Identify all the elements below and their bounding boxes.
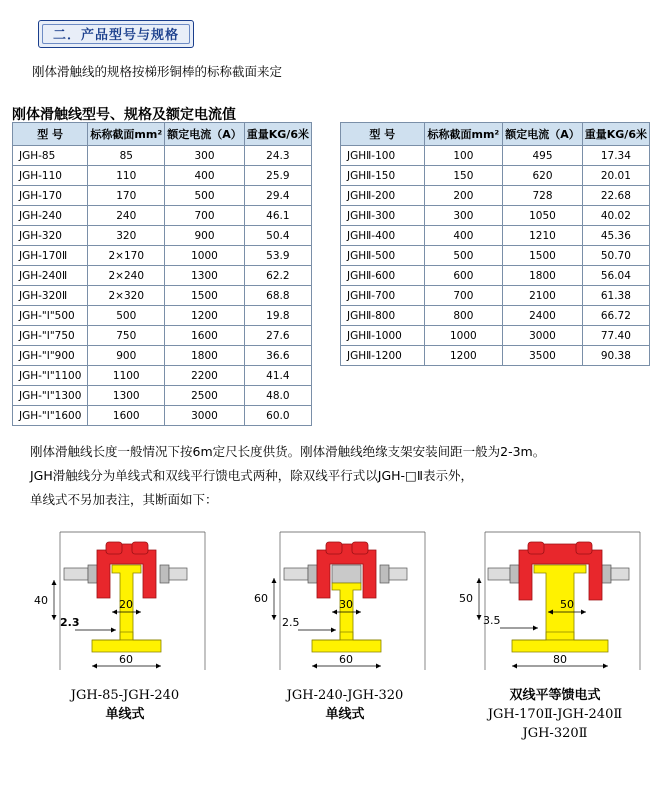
- cell-current: 2100: [503, 286, 583, 306]
- table-row: [13, 286, 312, 306]
- cell-current: 1500: [503, 246, 583, 266]
- cell-section: 800: [424, 306, 503, 326]
- table-row: [13, 346, 312, 366]
- caption-line: JGH-240-JGH-320: [286, 688, 404, 703]
- table-row: [13, 366, 312, 386]
- cell-weight: 19.8: [244, 306, 311, 326]
- cell-weight: 27.6: [244, 326, 311, 346]
- column-header: 标称截面mm²: [424, 123, 503, 146]
- cell-current: 1000: [165, 246, 245, 266]
- cell-model: JGH-240Ⅱ: [13, 266, 88, 286]
- cell-model: JGH-170: [13, 186, 88, 206]
- dim-inner: 3.5: [483, 614, 501, 627]
- cell-weight: 50.4: [244, 226, 311, 246]
- dim-top: 50: [560, 598, 574, 611]
- figure-2: [240, 520, 450, 724]
- cell-section: 2×240: [88, 266, 165, 286]
- cell-section: 750: [88, 326, 165, 346]
- cell-weight: 77.40: [582, 326, 649, 346]
- cell-current: 1210: [503, 226, 583, 246]
- cell-model: JGH-"Ⅰ"1100: [13, 366, 88, 386]
- cell-weight: 66.72: [582, 306, 649, 326]
- dim-top: 30: [339, 598, 353, 611]
- cross-section-diagram-3: [450, 520, 660, 680]
- figure-3: [450, 520, 660, 743]
- cell-model: JGHⅡ-1000: [341, 326, 425, 346]
- intro-text: 刚体滑触线的规格按梯形铜棒的标称截面来定: [32, 64, 283, 79]
- column-header: 额定电流（A）: [503, 123, 583, 146]
- cell-weight: 53.9: [244, 246, 311, 266]
- cell-model: JGH-320: [13, 226, 88, 246]
- cell-current: 2500: [165, 386, 245, 406]
- cell-model: JGHⅡ-300: [341, 206, 425, 226]
- table-row: [13, 326, 312, 346]
- caption-line: JGH-320Ⅱ: [522, 726, 588, 741]
- figure-1: [20, 520, 230, 724]
- cell-model: JGHⅡ-200: [341, 186, 425, 206]
- cell-current: 620: [503, 166, 583, 186]
- cell-weight: 40.02: [582, 206, 649, 226]
- table-row: [13, 246, 312, 266]
- figures-row: [0, 520, 662, 780]
- cell-section: 200: [424, 186, 503, 206]
- caption-line: 双线平等馈电式: [509, 688, 601, 703]
- cell-weight: 90.38: [582, 346, 649, 366]
- spec-table-right: [340, 122, 650, 366]
- note-line: JGH滑触线分为单线式和双线平行馈电式两种，除双线平行式以JGH-□Ⅱ表示外，: [30, 468, 474, 483]
- table-row: [13, 386, 312, 406]
- dim-bottom: 80: [553, 653, 567, 666]
- cell-current: 1800: [165, 346, 245, 366]
- cell-model: JGH-"Ⅰ"1600: [13, 406, 88, 426]
- dim-top: 20: [119, 598, 133, 611]
- cell-current: 495: [503, 146, 583, 166]
- cell-current: 3000: [165, 406, 245, 426]
- dim-bottom: 60: [339, 653, 353, 666]
- table-header-row: [13, 123, 312, 146]
- cell-section: 150: [424, 166, 503, 186]
- cross-section-diagram-1: [20, 520, 230, 680]
- caption-line: 单线式: [325, 707, 365, 722]
- cell-section: 1000: [424, 326, 503, 346]
- note-line: 刚体滑触线长度一般情况下按6m定尺长度供货。刚体滑触线绝缘支架安装间距一般为2-3m。: [30, 444, 546, 459]
- table-row: [13, 186, 312, 206]
- column-header: 额定电流（A）: [165, 123, 245, 146]
- cell-current: 900: [165, 226, 245, 246]
- cell-model: JGH-"Ⅰ"900: [13, 346, 88, 366]
- column-header: 重量KG/6米: [244, 123, 311, 146]
- cell-section: 1200: [424, 346, 503, 366]
- table-row: [341, 306, 650, 326]
- cell-weight: 68.8: [244, 286, 311, 306]
- table-row: [341, 266, 650, 286]
- cell-section: 240: [88, 206, 165, 226]
- cell-weight: 60.0: [244, 406, 311, 426]
- dim-left: 40: [34, 594, 48, 607]
- cell-section: 170: [88, 186, 165, 206]
- caption-line: 单线式: [105, 707, 145, 722]
- dim-inner: 2.3: [60, 616, 80, 629]
- cell-section: 2×170: [88, 246, 165, 266]
- table-header-row: [341, 123, 650, 146]
- cell-model: JGH-"Ⅰ"750: [13, 326, 88, 346]
- cell-weight: 29.4: [244, 186, 311, 206]
- cell-weight: 50.70: [582, 246, 649, 266]
- cell-model: JGHⅡ-800: [341, 306, 425, 326]
- table-row: [13, 406, 312, 426]
- dim-left: 50: [459, 592, 473, 605]
- note-line: 单线式不另加表注，其断面如下：: [30, 492, 218, 507]
- cell-section: 500: [424, 246, 503, 266]
- cell-section: 700: [424, 286, 503, 306]
- cell-section: 85: [88, 146, 165, 166]
- cell-model: JGH-110: [13, 166, 88, 186]
- cell-model: JGHⅡ-600: [341, 266, 425, 286]
- cell-model: JGH-85: [13, 146, 88, 166]
- cell-section: 1300: [88, 386, 165, 406]
- cell-current: 3500: [503, 346, 583, 366]
- cell-current: 400: [165, 166, 245, 186]
- cell-model: JGHⅡ-700: [341, 286, 425, 306]
- cell-model: JGHⅡ-1200: [341, 346, 425, 366]
- column-header: 型 号: [13, 123, 88, 146]
- cell-section: 900: [88, 346, 165, 366]
- cell-current: 3000: [503, 326, 583, 346]
- figure-caption-2: [240, 686, 450, 724]
- cell-section: 100: [424, 146, 503, 166]
- cell-section: 320: [88, 226, 165, 246]
- notes-block: [30, 440, 545, 512]
- cell-model: JGH-320Ⅱ: [13, 286, 88, 306]
- cell-current: 728: [503, 186, 583, 206]
- cell-weight: 48.0: [244, 386, 311, 406]
- cell-current: 1300: [165, 266, 245, 286]
- caption-line: JGH-85-JGH-240: [70, 688, 180, 703]
- cell-model: JGHⅡ-150: [341, 166, 425, 186]
- dim-left: 60: [254, 592, 268, 605]
- cell-weight: 36.6: [244, 346, 311, 366]
- cross-section-diagram-2: [240, 520, 450, 680]
- cell-current: 1500: [165, 286, 245, 306]
- table-row: [341, 286, 650, 306]
- table-row: [341, 146, 650, 166]
- cell-weight: 24.3: [244, 146, 311, 166]
- cell-model: JGH-240: [13, 206, 88, 226]
- cell-current: 700: [165, 206, 245, 226]
- table-row: [13, 306, 312, 326]
- table-row: [13, 266, 312, 286]
- cell-current: 2200: [165, 366, 245, 386]
- table-row: [341, 186, 650, 206]
- figure-caption-3: [450, 686, 660, 743]
- cell-model: JGHⅡ-100: [341, 146, 425, 166]
- cell-weight: 41.4: [244, 366, 311, 386]
- caption-line: JGH-170Ⅱ-JGH-240Ⅱ: [487, 707, 623, 722]
- table-row: [13, 206, 312, 226]
- cell-current: 500: [165, 186, 245, 206]
- cell-model: JGH-"Ⅰ"1300: [13, 386, 88, 406]
- table-row: [341, 226, 650, 246]
- section-header: 二．产品型号与规格: [38, 20, 194, 48]
- table-row: [13, 226, 312, 246]
- figure-caption-1: [20, 686, 230, 724]
- table-row: [13, 166, 312, 186]
- cell-weight: 61.38: [582, 286, 649, 306]
- cell-section: 1600: [88, 406, 165, 426]
- cell-section: 400: [424, 226, 503, 246]
- cell-current: 2400: [503, 306, 583, 326]
- table-row: [341, 326, 650, 346]
- table-row: [341, 206, 650, 226]
- table-row: [341, 166, 650, 186]
- table-row: [341, 346, 650, 366]
- cell-current: 1050: [503, 206, 583, 226]
- cell-current: 1200: [165, 306, 245, 326]
- column-header: 重量KG/6米: [582, 123, 649, 146]
- cell-section: 600: [424, 266, 503, 286]
- cell-section: 300: [424, 206, 503, 226]
- cell-weight: 20.01: [582, 166, 649, 186]
- spec-table-left: [12, 122, 312, 426]
- cell-section: 2×320: [88, 286, 165, 306]
- cell-section: 1100: [88, 366, 165, 386]
- cell-weight: 45.36: [582, 226, 649, 246]
- cell-weight: 25.9: [244, 166, 311, 186]
- column-header: 标称截面mm²: [88, 123, 165, 146]
- dim-inner: 2.5: [282, 616, 300, 629]
- table-row: [341, 246, 650, 266]
- cell-section: 110: [88, 166, 165, 186]
- page-title: 刚体滑触线型号、规格及额定电流值: [12, 107, 236, 123]
- cell-section: 500: [88, 306, 165, 326]
- cell-model: JGH-170Ⅱ: [13, 246, 88, 266]
- table-row: [13, 146, 312, 166]
- cell-weight: 56.04: [582, 266, 649, 286]
- cell-current: 1800: [503, 266, 583, 286]
- cell-model: JGHⅡ-400: [341, 226, 425, 246]
- dim-bottom: 60: [119, 653, 133, 666]
- cell-weight: 22.68: [582, 186, 649, 206]
- cell-weight: 17.34: [582, 146, 649, 166]
- cell-weight: 62.2: [244, 266, 311, 286]
- cell-weight: 46.1: [244, 206, 311, 226]
- cell-current: 300: [165, 146, 245, 166]
- column-header: 型 号: [341, 123, 425, 146]
- cell-model: JGH-"Ⅰ"500: [13, 306, 88, 326]
- cell-current: 1600: [165, 326, 245, 346]
- cell-model: JGHⅡ-500: [341, 246, 425, 266]
